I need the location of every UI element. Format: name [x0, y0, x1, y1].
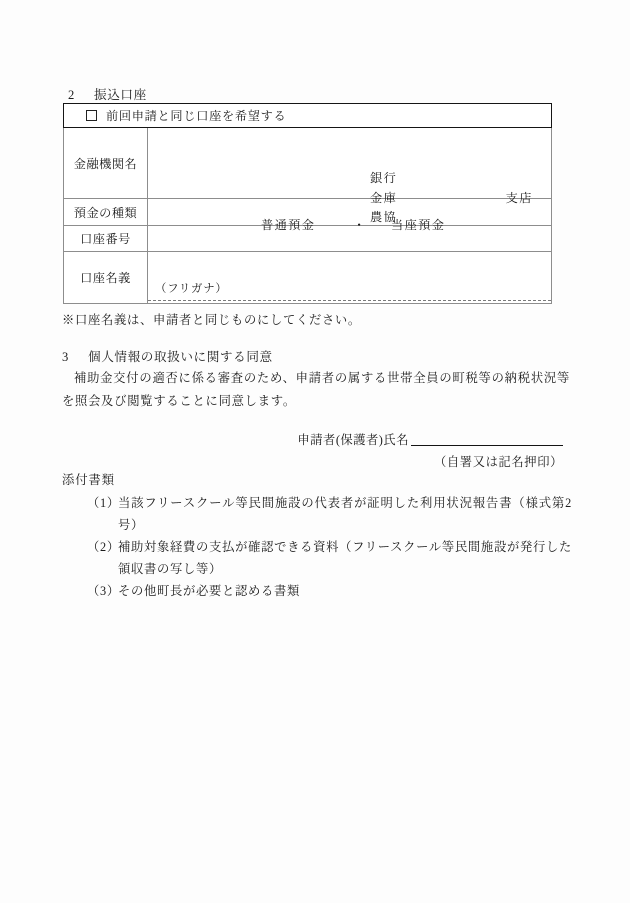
checkbox-icon[interactable] [86, 110, 97, 121]
same-account-checkbox-label: 前回申請と同じ口座を希望する [106, 109, 287, 123]
section-3-number: 3 [62, 350, 69, 364]
same-account-checkbox-cell[interactable] [64, 104, 552, 128]
signature-line-row [297, 430, 563, 448]
attachment-text: 補助対象経費の支払が確認できる資料（フリースクール等民間施設が発行した領収書の写し等） [118, 540, 572, 576]
signature-label: 申請者(保護者)氏名 [297, 433, 409, 447]
section-2-title: 振込口座 [94, 88, 147, 102]
consent-text: 補助金交付の適否に係る審査のため、申請者の属する世帯全員の町税等の納税状況等を照会及び閲覧することに同意します。 [62, 371, 570, 408]
table-row-account-name [64, 252, 552, 304]
list-item [87, 536, 572, 580]
account-name-furigana-label: （フリガナ） [155, 282, 228, 295]
account-number-value[interactable] [148, 226, 552, 252]
attachment-text: その他町長が必要と認める書類 [118, 584, 300, 598]
same-account-checkbox-row[interactable] [64, 104, 552, 128]
attachment-text: 当該フリースクール等民間施設の代表者が証明した利用状況報告書（様式第2号） [118, 496, 572, 532]
account-number-label: 口座番号 [64, 226, 148, 252]
deposit-type-value-cell[interactable] [148, 199, 552, 232]
institution-label: 金融機関名 [64, 128, 148, 199]
attachments-list [87, 492, 572, 602]
institution-branch-label: 支店 [505, 190, 533, 205]
institution-kind-shinkin: 金庫 [370, 190, 398, 205]
institution-kind-bank: 銀行 [370, 171, 398, 185]
account-name-value-cell[interactable] [148, 252, 552, 304]
attachment-marker: （1） [87, 496, 120, 510]
deposit-type-current[interactable]: 当座預金 [391, 218, 446, 232]
account-name-label: 口座名義 [64, 252, 148, 304]
institution-kind-noukyou: 農協 [370, 210, 398, 225]
signature-note: （自署又は記名押印） [434, 455, 563, 469]
table-row-deposit-type [64, 199, 552, 226]
account-name-note: ※口座名義は、申請者と同じものにしてください。 [62, 313, 361, 327]
bank-account-table [63, 103, 552, 304]
attachment-marker: （3） [87, 584, 120, 598]
furigana-divider [148, 300, 551, 301]
section-2-number: 2 [68, 88, 75, 102]
list-item [87, 492, 572, 536]
table-row-institution [64, 128, 552, 199]
deposit-type-label: 預金の種類 [64, 199, 148, 226]
deposit-type-ordinary[interactable]: 普通預金 [261, 218, 316, 232]
consent-paragraph [62, 367, 570, 412]
signature-input-line[interactable] [411, 432, 563, 446]
list-item [87, 580, 572, 602]
deposit-type-separator: ・ [353, 218, 366, 232]
section-3-title: 個人情報の取扱いに関する同意 [88, 350, 273, 364]
attachments-title: 添付書類 [62, 473, 115, 487]
section-3-heading [62, 346, 273, 365]
section-2-heading [68, 84, 147, 103]
attachment-marker: （2） [87, 540, 120, 554]
